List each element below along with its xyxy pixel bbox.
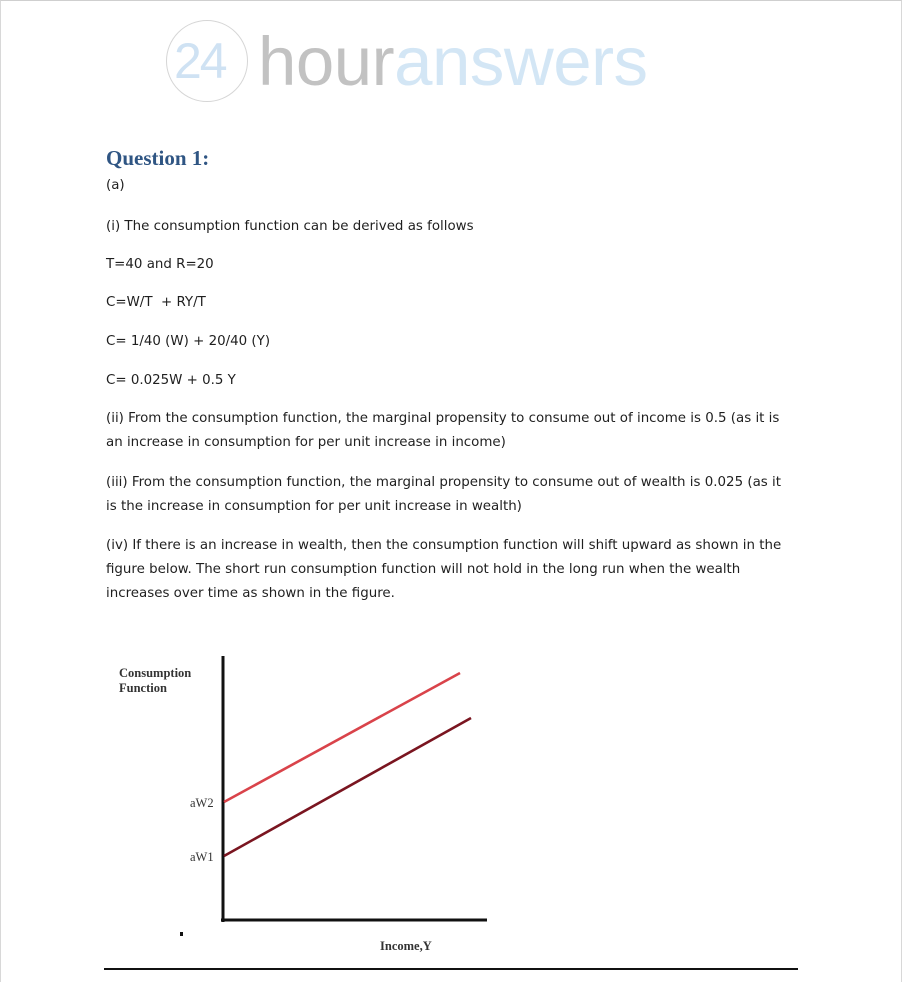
tick-label-aw1: aW1: [190, 850, 214, 864]
line-formula-2: C= 1/40 (W) + 20/40 (Y): [106, 334, 271, 349]
figure-x-axis-label: Income,Y: [380, 939, 432, 953]
line-t-r: T=40 and R=20: [106, 257, 214, 272]
logo-word-answers: answers: [394, 23, 648, 100]
figure-y-label-line-1: Consumption: [119, 666, 192, 680]
logo-wordmark: [258, 22, 648, 102]
para-iii-line-2: is the increase in consumption for per unit increase in wealth): [106, 499, 522, 514]
para-iv-line-2: figure below. The short run consumption function will not hold in the long run when the wealth: [106, 562, 741, 577]
bottom-rule: [104, 968, 798, 970]
para-iv-line-1: (iv) If there is an increase in wealth, then the consumption function will shift upward as shown in the: [106, 538, 782, 553]
logo-number: 24: [174, 33, 226, 89]
tick-label-aw2: aW2: [190, 796, 214, 810]
line-formula-1: C=W/T + RY/T: [106, 295, 206, 310]
para-iii-line-1: (iii) From the consumption function, the marginal propensity to consume out of wealth is 0.025 (as it: [106, 475, 781, 490]
figure-y-axis-label: [119, 666, 191, 696]
figure-y-label-line-2: Function: [119, 681, 167, 695]
part-label: (a): [106, 178, 125, 193]
para-ii-line-1: (ii) From the consumption function, the marginal propensity to consume out of income is 0.5 (as it is: [106, 411, 780, 426]
line-formula-3: C= 0.025W + 0.5 Y: [106, 373, 236, 388]
question-heading: Question 1:: [106, 146, 210, 170]
logo-word-hour: hour: [258, 23, 395, 100]
para-iv-line-3: increases over time as shown in the figure.: [106, 586, 395, 601]
para-ii-line-2: an increase in consumption for per unit increase in income): [106, 435, 506, 450]
figure-origin-mark: [180, 932, 183, 936]
line-i: (i) The consumption function can be derived as follows: [106, 219, 474, 234]
